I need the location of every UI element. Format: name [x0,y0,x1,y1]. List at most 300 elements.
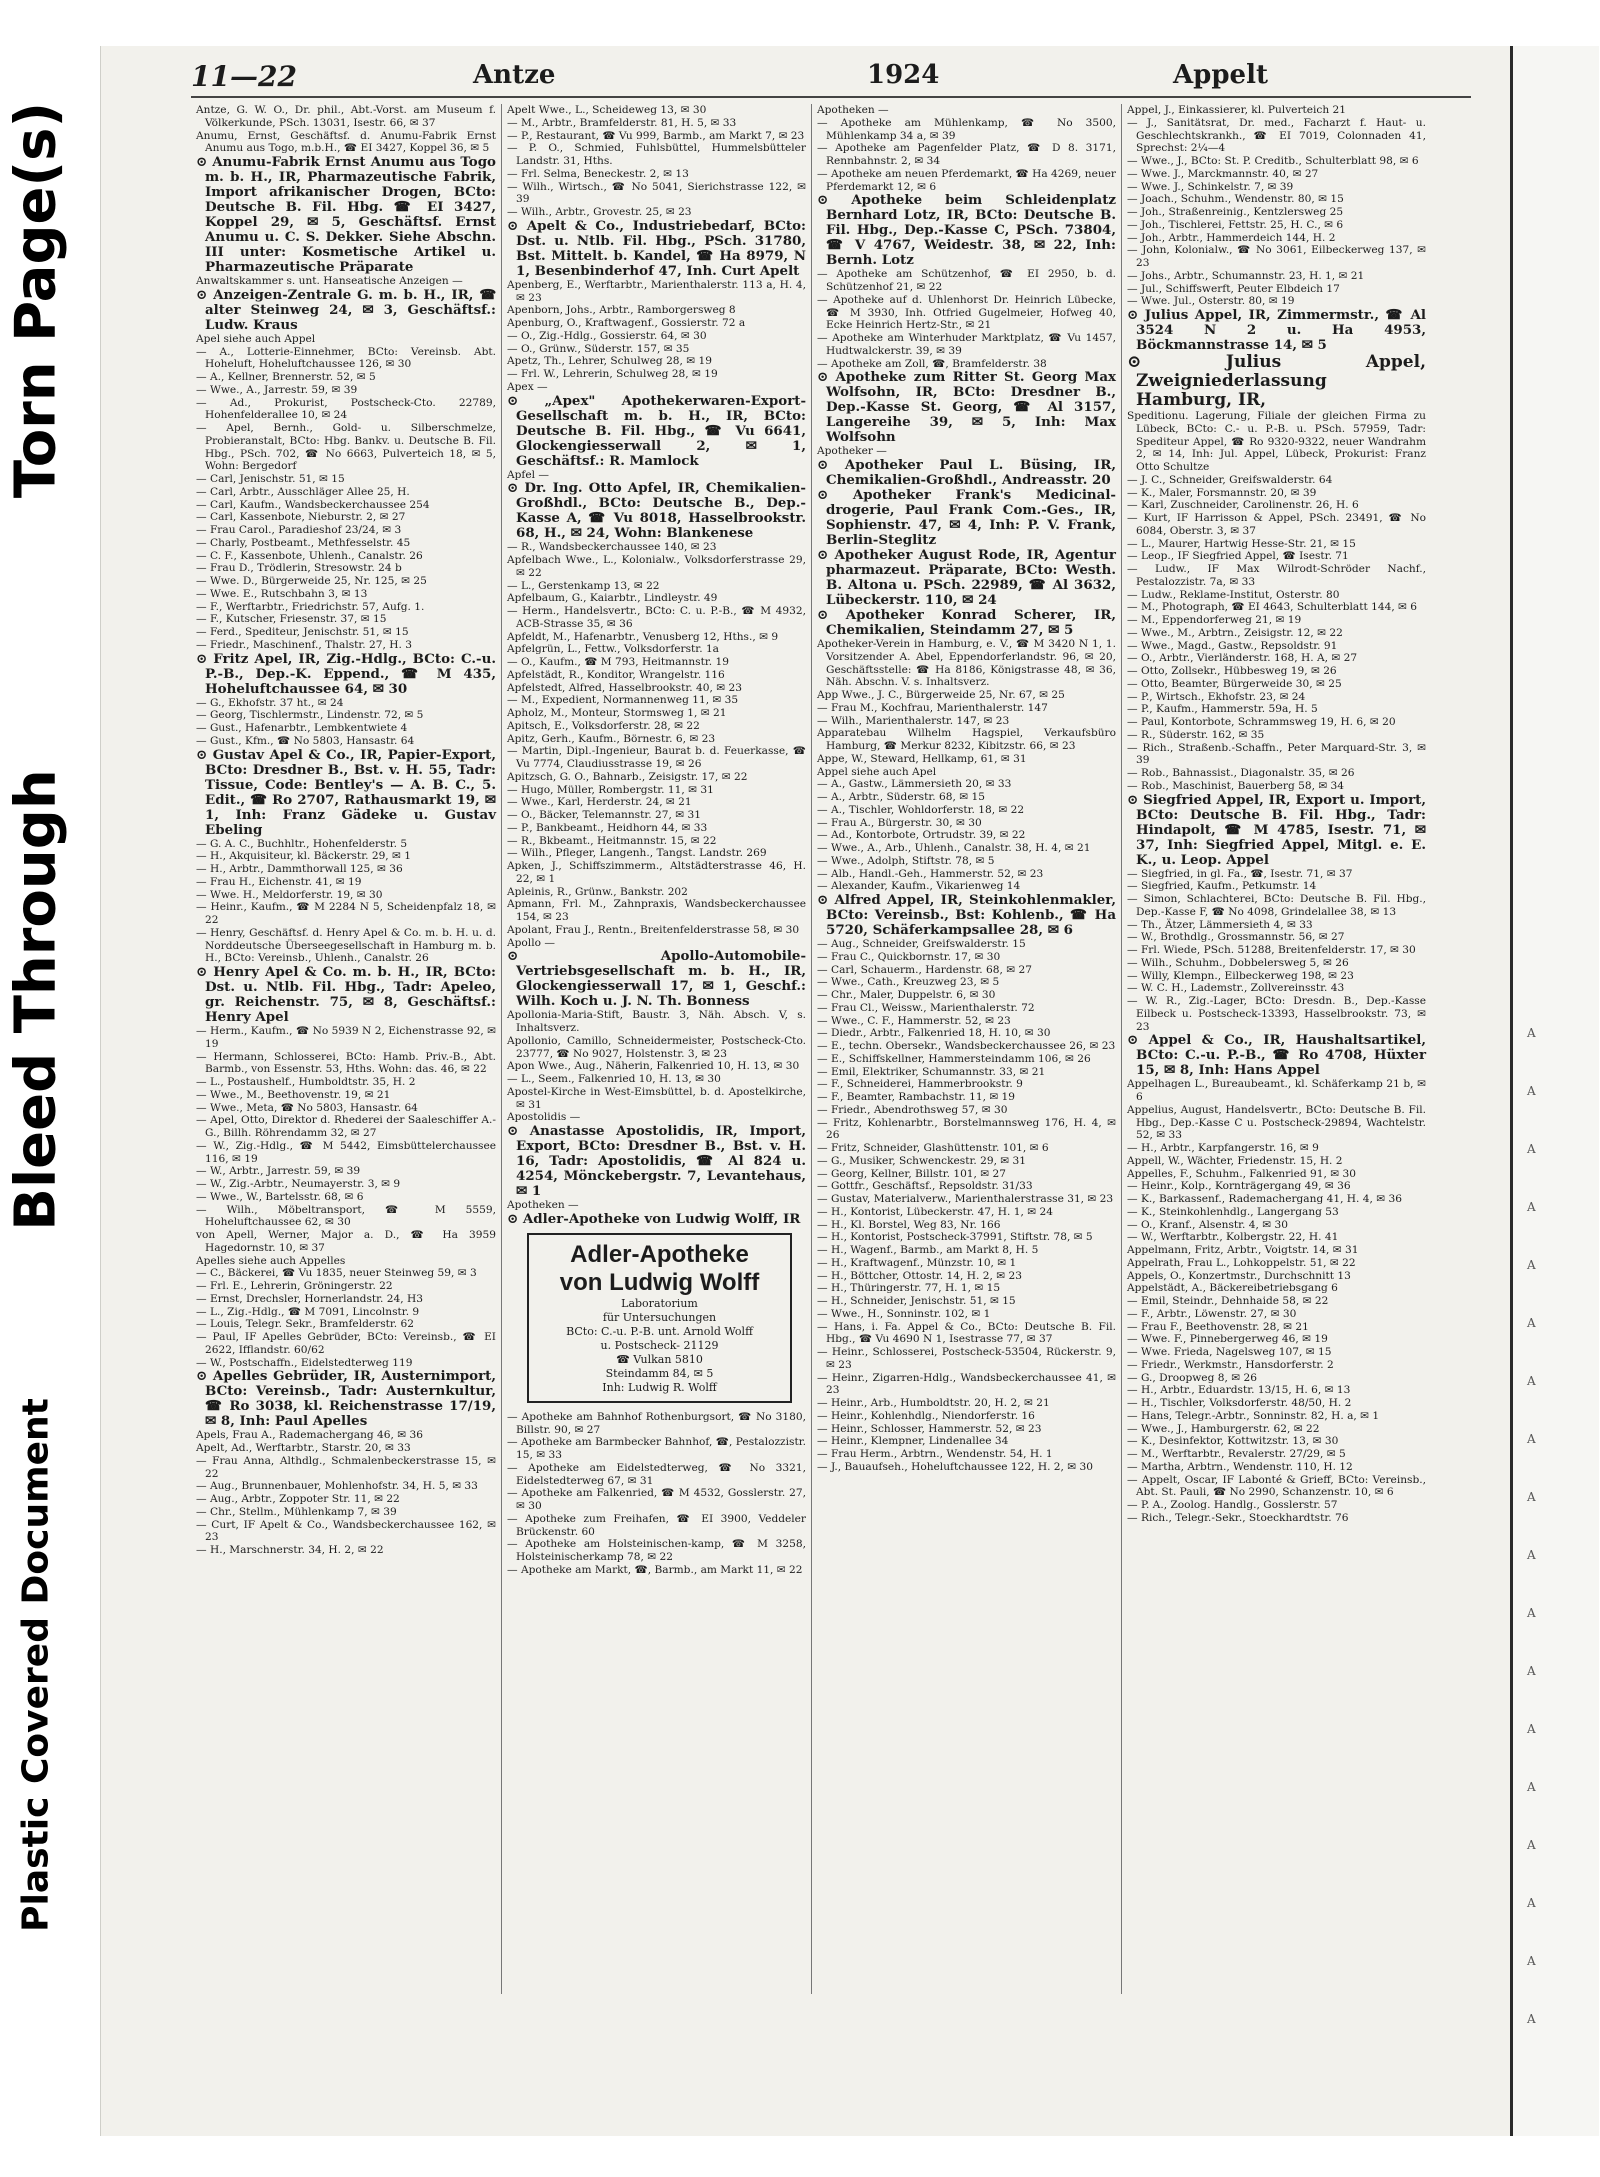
directory-entry: ⊙ „Apex" Apothekerwaren-Export-Gesellschaft m. b. H., IR, BCto: Deutsche B. Fil. Hbg., ☎ Vu 6641, Glockengiesserwall 2, ✉ 1, Geschäftsf.: R. Mamlock [507,392,806,469]
directory-entry: — Ad., Prokurist, Postscheck-Cto. 22789, Hohenfelderallee 10, ✉ 24 [196,396,496,422]
adjacent-page-fragment: A [1527,1084,1536,1098]
column-4 [1121,104,1431,1994]
directory-entry: — Wwe. Frieda, Nagelsweg 107, ✉ 15 [1127,1346,1332,1358]
directory-entry: — L., Postaushelf., Humboldtstr. 35, H. 2 [196,1076,416,1088]
directory-entry: — Apotheke am Winterhuder Marktplatz, ☎ Vu 1457, Hudtwalckerstr. 39, ✉ 39 [817,332,1116,357]
advertisement-line: Steindamm 84, ✉ 5 [605,1366,714,1380]
header-last-name: Appelt [1173,60,1268,90]
directory-entry: — H., Kraftwagenf., Münzstr. 10, ✉ 1 [817,1256,1017,1269]
directory-entry: — Appelt, Oscar, IF Labonté & Grieff, BCto: Vereinsb., Abt. St. Pauli, ☎ No 2990, Schanzenstr. 10, ✉ 6 [1127,1473,1426,1499]
directory-entry: Apolant, Frau J., Rentn., Breitenfelderstrasse 58, ✉ 30 [507,923,800,936]
directory-entry: ⊙ Anumu-Fabrik Ernst Anumu aus Togo m. b. H., IR, Pharmazeutische Fabrik, Import afrikanischer Drogen, BCto: Deutsche B. Fil. Hbg. ☎ EI 3427, Koppel 29, ✉ 5, Geschäftsf. Ernst Anumu u. C. S. Dekker. Siehe Abschn. III unter: Kosmetische Artikel u. Pharmazeutische Präparate [196,154,496,275]
directory-entry: ⊙ Alfred Appel, IR, Steinkohlenmakler, BCto: Vereinsb., Bst: Kohlenb., ☎ Ha 5720, Schäferkampsallee 28, ✉ 6 [817,892,1116,938]
adjacent-page-fragment: A [1527,1026,1536,1040]
directory-entry: — Ferd., Spediteur, Jenischstr. 51, ✉ 15 [196,626,409,638]
directory-entry: — K., Steinkohlenhdlg., Langergang 53 [1127,1205,1339,1218]
directory-entry: — J., Bauaufseh., Hoheluftchaussee 122, H. 2, ✉ 30 [817,1460,1094,1473]
directory-entry: — H., Kontorist, Postscheck-37991, Stiftstr. 78, ✉ 5 [817,1231,1093,1244]
directory-entry: ⊙ Apollo-Automobile-Vertriebsgesellschaft m. b. H., IR, Glockengiesserwall 17, ✉ 1, Geschf.: Wilh. Koch u. J. N. Th. Bonness [507,948,806,1010]
adjacent-page-fragment: A [1527,1548,1536,1562]
directory-entry: — Apotheke am Schützenhof, ☎ EI 2950, b. d. Schützenhof 21, ✉ 22 [817,268,1116,293]
directory-entry: — Heinr., Schlosser, Hammerstr. 52, ✉ 23 [817,1422,1042,1435]
directory-entry: — Ludw., Reklame-Institut, Osterstr. 80 [1127,588,1340,601]
directory-entry: — F., Schneiderei, Hammerbrookstr. 9 [817,1078,1023,1091]
advertisement-line: für Untersuchungen [602,1310,717,1324]
directory-entry: — Frl. W., Lehrerin, Schulweg 28, ✉ 19 [507,368,718,380]
directory-entry: — Friedr., Werkmstr., Hansdorferstr. 2 [1127,1358,1334,1371]
adler-apotheke-advertisement [527,1233,792,1403]
directory-entry: — Wwe. J., Schinkelstr. 7, ✉ 39 [1127,180,1294,193]
torn-pages-label: Torn Page(s) [3,101,69,499]
directory-entry: Apelles siehe auch Appelles [196,1254,346,1267]
scan-annotation-labels [0,0,72,2177]
directory-entry: — G., Ekhofstr. 37 ht., ✉ 24 [196,696,344,709]
directory-entry: — Wwe. Jul., Osterstr. 80, ✉ 19 [1127,295,1295,308]
directory-entry: Apollo — [507,936,555,949]
directory-entry: Antze, G. W. O., Dr. phil., Abt.-Vorst. am Museum f. Völkerkunde, PSch. 13031, Isestr. 66, ✉ 37 [196,104,496,129]
directory-entry: Apotheken — [817,104,889,116]
directory-entry: Apenborn, Johs., Arbtr., Ramborgersweg 8 [507,304,736,317]
adjacent-page-fragment: A [1527,2012,1536,2026]
directory-entry: — O., Bäcker, Telemannstr. 27, ✉ 31 [507,809,701,821]
directory-entry: — Joh., Tischlerei, Fettstr. 25, H. C., ✉ 6 [1127,218,1344,231]
directory-entry: — Georg, Tischlermstr., Lindenstr. 72, ✉ 5 [196,709,424,722]
directory-entry: ⊙ Fritz Apel, IR, Zig.-Hdlg., BCto: C.-u. P.-B., Dep.-K. Eppend., ☎ M 435, Hoheluftchaussee 64, ✉ 30 [196,650,496,697]
directory-entry: — Wwe. H., Meldorferstr. 19, ✉ 30 [196,888,383,901]
adjacent-page-fragment: A [1527,1664,1536,1678]
directory-entry: — Hans, i. Fa. Appel & Co., BCto: Deutsche B. Fil. Hbg., ☎ Vu 4690 N 1, Isestrasse 77, ✉ 37 [817,1320,1116,1346]
advertisement-title: Adler-Apotheke [570,1240,749,1268]
directory-entry: ⊙ Anzeigen-Zentrale G. m. b. H., IR, ☎ alter Steinweg 24, ✉ 3, Geschäftsf.: Ludw. Kraus [196,286,496,333]
directory-entry: — Wwe., J., Hamburgerstr. 62, ✉ 22 [1127,1422,1320,1435]
directory-entry: — Wwe. J., Marckmannstr. 40, ✉ 27 [1127,167,1319,180]
directory-entry: — Wwe. D., Bürgerweide 25, Nr. 125, ✉ 25 [196,575,427,587]
directory-entry: — Wwe., Meta, ☎ No 5803, Hansastr. 64 [196,1101,418,1114]
directory-entry: Apitz, Gerh., Kaufm., Börnestr. 6, ✉ 23 [507,732,716,745]
directory-entry: — R., Bkbeamt., Heitmannstr. 15, ✉ 22 [507,834,717,847]
directory-entry: — Otto, Beamter, Bürgerweide 30, ✉ 25 [1127,677,1342,690]
directory-entry: Apostolidis — [507,1111,581,1124]
directory-entry: Appelius, August, Handelsvertr., BCto: Deutsche B. Fil. Hbg., Dep.-Kasse C u. Postscheck-29894, Wachtelstr. 52, ✉ 33 [1127,1103,1426,1142]
header-year: 1924 [867,60,940,90]
directory-entry: — Apotheke am Zoll, ☎, Bramfelderstr. 38 [817,357,1047,370]
directory-entry: App Wwe., J. C., Bürgerweide 25, Nr. 67, ✉ 25 [817,689,1065,701]
directory-entry: — Frau C., Quickbornstr. 17, ✉ 30 [817,950,1001,963]
directory-entry: — Apotheke am Eidelstedterweg, ☎ No 3321, Eidelstedterweg 67, ✉ 31 [507,1461,806,1487]
directory-entry: — Wilh., Pfleger, Langenh., Tangst. Landstr. 269 [507,847,767,860]
directory-entry: ⊙ Julius Appel, IR, Zimmermstr., ☎ Al 3524 N 2 u. Ha 4953, Böckmannstrasse 14, ✉ 5 [1127,307,1426,353]
bleed-through-label: Bleed Through [3,769,69,1231]
advertisement-subtitle: von Ludwig Wolff [559,1268,760,1296]
directory-entry: — Louis, Telegr. Sekr., Bramfelderstr. 62 [196,1318,415,1331]
directory-entry: — H., Thüringerstr. 77, H. 1, ✉ 15 [817,1282,1001,1295]
directory-entry: — Frl. Wiede, PSch. 51288, Breitenfelderstr. 17, ✉ 30 [1127,944,1416,956]
directory-entry: — P., Restaurant, ☎ Vu 999, Barmb., am Markt 7, ✉ 23 [507,129,805,142]
directory-entry: — W., Brothdlg., Grossmannstr. 56, ✉ 27 [1127,931,1345,944]
directory-entry: — H., Marschnerstr. 34, H. 2, ✉ 22 [196,1544,384,1556]
directory-entry: ⊙ Apotheker Frank's Medicinal-drogerie, Paul Frank Com.-Ges., IR, Sophienstr. 47, ✉ 4, Inh: P. V. Frank, Berlin-Steglitz [817,487,1116,548]
directory-entry: — Wwe., H., Sonninstr. 102, ✉ 1 [817,1307,991,1320]
adjacent-page-fragment: A [1527,1316,1536,1330]
directory-entry: — Apel, Bernh., Gold- u. Silberschmelze, Probieranstalt, BCto: Hbg. Bankv. u. Deutsche B. Fil. Hbg., PSch. 702, ☎ No 6663, Pulverteich 18, ✉ 5, Wohn: Bergedorf [196,422,496,473]
directory-entry: Apollonio, Camillo, Schneidermeister, Postscheck-Cto. 23777, ☎ No 9027, Holstenstr. 3, ✉ 23 [507,1034,806,1060]
directory-entry: — H., Böttcher, Ottostr. 14, H. 2, ✉ 23 [817,1269,1022,1282]
directory-entry: — Henry, Geschäftsf. d. Henry Apel & Co. m. b. H. u. d. Norddeutsche Überseegesellschaft in Hamburg m. b. H., BCto: Vereinsb., Uhlenh., Canalstr. 26 [196,926,496,965]
advertisement-line: BCto: C.-u. P.-B. unt. Arnold Wolff [566,1324,753,1338]
directory-entry: Apels, Frau A., Rademachergang 46, ✉ 36 [196,1429,423,1442]
directory-entry: — Alexander, Kaufm., Vikarienweg 14 [817,880,1021,893]
directory-entry: Appelmann, Fritz, Arbtr., Voigtstr. 14, ✉ 31 [1127,1244,1359,1256]
directory-entry: — A., Kellner, Brennerstr. 52, ✉ 5 [196,371,376,383]
directory-entry: Appel siehe auch Apel [817,765,937,778]
directory-entry: — Heinr., Arb., Humboldtstr. 20, H. 2, ✉ 21 [817,1397,1050,1409]
directory-entry: — Wwe., M., Beethovenstr. 19, ✉ 21 [196,1088,391,1101]
directory-entry: — Apotheke am Barmbecker Bahnhof, ☎, Pestalozzistr. 15, ✉ 33 [507,1436,806,1461]
directory-entry: — A., Gastw., Lämmersieth 20, ✉ 33 [817,778,1012,791]
directory-entry: — Carl, Jenischstr. 51, ✉ 15 [196,473,345,485]
directory-entry: Appel, J., Einkassierer, kl. Pulverteich 21 [1127,104,1347,116]
directory-entry: — H., Arbtr., Karpfangerstr. 16, ✉ 9 [1127,1142,1319,1154]
directory-entry: — Carl, Schauerm., Hardenstr. 68, ✉ 27 [817,963,1032,976]
directory-entry: — M., Eppendorferweg 21, ✉ 19 [1127,614,1302,626]
directory-entry: — Siegfried, in gl. Fa., ☎, Isestr. 71, ✉ 37 [1127,867,1353,880]
directory-entry: — Rob., Bahnassist., Diagonalstr. 35, ✉ 26 [1127,767,1355,779]
directory-entry: — Wilh., Arbtr., Grovestr. 25, ✉ 23 [507,206,692,218]
adjacent-page-fragment: A [1527,1722,1536,1736]
directory-entry: — Aug., Brunnenbauer, Mohlenhofstr. 34, H. 5, ✉ 33 [196,1480,478,1493]
directory-entry: — O., Grünw., Süderstr. 157, ✉ 35 [507,342,690,355]
directory-entry: — H., Arbtr., Dammthorwall 125, ✉ 36 [196,863,403,875]
directory-entry: Apholz, M., Monteur, Stormsweg 1, ✉ 21 [507,707,727,719]
directory-entry: — Diedr., Arbtr., Falkenried 18, H. 10, ✉ 30 [817,1027,1051,1040]
directory-entry: Apelt, Ad., Werftarbtr., Starstr. 20, ✉ 33 [196,1442,411,1454]
directory-entry: — Paul, IF Apelles Gebrüder, BCto: Vereinsb., ☎ EI 2622, Ifflandstr. 60/62 [196,1331,496,1356]
directory-entry: — O., Arbtr., Vierländerstr. 168, H. A, ✉ 27 [1127,652,1358,665]
directory-entry: — Wwe., Karl, Herderstr. 24, ✉ 21 [507,796,692,809]
directory-entry: — P., Kaufm., Hammerstr. 59a, H. 5 [1127,703,1318,716]
directory-entry: — Th., Ätzer, Lämmersieth 4, ✉ 33 [1127,918,1313,931]
directory-entry: — Frl. E., Lehrerin, Gröningerstr. 22 [196,1280,393,1292]
directory-entry: — Frau Cl., Weissw., Marienthalerstr. 72 [817,1001,1035,1014]
directory-entry: — Carl, Arbtr., Ausschläger Allee 25, H. [196,485,410,498]
directory-entry: — Hans, Telegr.-Arbtr., Sonninstr. 82, H. a, ✉ 1 [1127,1409,1380,1422]
directory-entry: — Simon, Schlachterei, BCto: Deutsche B. Fil. Hbg., Dep.-Kasse F, ☎ No 4098, Grindelallee 38, ✉ 13 [1127,893,1426,918]
directory-entry: ⊙ Adler-Apotheke von Ludwig Wolff, IR [507,1210,801,1227]
directory-entry: Apleinis, R., Grünw., Bankstr. 202 [507,885,688,898]
directory-entry: ⊙ Apotheke zum Ritter St. Georg Max Wolfsohn, IR, BCto: Dresdner B., Dep.-Kasse St. Georg, ☎ Al 3157, Langereihe 39, ✉ 5, Inh: Max Wolfsohn [817,369,1116,446]
directory-entry: — Chr., Stellm., Mühlenkamp 7, ✉ 39 [196,1505,397,1518]
directory-columns [191,104,1433,1994]
directory-entry: Anwaltskammer s. unt. Hanseatische Anzeigen — [196,275,463,287]
directory-entry: ⊙ Siegfried Appel, IR, Export u. Import, BCto: Deutsche B. Fil. Hbg., Tadr: Hindapolt, ☎ M 4785, Isestr. 71, ✉ 37, Inh: Siegfried Appel, Mitgl. e. E. K., u. Leop. Appel [1127,791,1426,868]
directory-entry: — K., Desinfektor, Kottwitzstr. 13, ✉ 30 [1127,1435,1339,1448]
directory-entry: Apfelbach Wwe., L., Kolonialw., Volksdorferstrasse 29, ✉ 22 [507,554,806,579]
directory-entry: — K., Barkassenf., Rademachergang 41, H. 4, ✉ 36 [1127,1193,1402,1205]
directory-entry: — Wilh., Wirtsch., ☎ No 5041, Sierichstrasse 122, ✉ 39 [507,180,806,206]
directory-entry: — H., Akquisiteur, kl. Bäckerstr. 29, ✉ 1 [196,850,412,863]
directory-entry: — Herm., Handelsvertr., BCto: C. u. P.-B., ☎ M 4932, ACB-Strasse 35, ✉ 36 [507,605,806,630]
adjacent-page-fragment: A [1527,1374,1536,1388]
directory-entry: — C., Bäckerei, ☎ Vu 1835, neuer Steinweg 59, ✉ 3 [196,1267,477,1280]
directory-entry: — H., Tischler, Volksdorferstr. 48/50, H. 2 [1127,1397,1352,1409]
directory-entry: — Wwe., J., BCto: St. P. Creditb., Schulterblatt 98, ✉ 6 [1127,155,1419,167]
directory-entry: Apfelgrün, L., Fettw., Volksdorferstr. 1a [507,643,720,656]
directory-entry: — H., Kl. Borstel, Weg 83, Nr. 166 [817,1218,1001,1231]
directory-entry: — P. A., Zoolog. Handlg., Gosslerstr. 57 [1127,1499,1338,1511]
directory-entry: Appelhagen L., Bureaubeamt., kl. Schäferkamp 21 b, ✉ 6 [1127,1078,1426,1103]
column-2 [501,104,811,1994]
directory-entry: Apitzsch, G. O., Bahnarb., Zeisigstr. 17, ✉ 22 [507,770,748,783]
directory-entry: — M., Arbtr., Bramfelderstr. 81, H. 5, ✉ 33 [507,116,737,129]
directory-entry: — Otto, Zollsekr., Hübbesweg 19, ✉ 26 [1127,665,1337,677]
directory-entry: — Carl, Kaufm., Wandsbeckerchaussee 254 [196,498,430,511]
directory-entry: ⊙ Apelt & Co., Industriebedarf, BCto: Dst. u. Ntlb. Fil. Hbg., PSch. 31780, Bst. Mittelt. b. Kandel, ☎ Ha 8979, N 1, Besenbinderhof 47, Inh. Curt Apelt [507,217,806,279]
directory-entry: Apollonia-Maria-Stift, Baustr. 3, Näh. Absch. V, s. Inhaltsverz. [507,1009,806,1034]
directory-entry: — Ernst, Drechsler, Hornerlandstr. 24, H3 [196,1292,423,1305]
column-1 [191,104,501,1994]
directory-entry: — G., Musiker, Schwenckestr. 29, ✉ 31 [817,1154,1027,1167]
page-number: 11—22 [191,60,297,93]
directory-entry: — Wwe., Adolph, Stiftstr. 78, ✉ 5 [817,854,995,867]
directory-entry: Apotheker — [817,445,887,458]
directory-entry: von Apell, Werner, Major a. D., ☎ Ha 3959 Hagedornstr. 10, ✉ 37 [196,1229,496,1254]
directory-entry: — H., Arbtr., Eduardstr. 13/15, H. 6, ✉ 13 [1127,1384,1351,1397]
directory-entry: — L., Seem., Falkenried 10, H. 13, ✉ 30 [507,1073,721,1085]
directory-entry: — H., Kontorist, Lübeckerstr. 47, H. 1, ✉ 24 [817,1205,1053,1218]
directory-entry: — E., Schiffskellner, Hammersteindamm 106, ✉ 26 [817,1052,1091,1065]
directory-entry: ⊙ Apotheke beim Schleidenplatz Bernhard Lotz, IR, BCto: Deutsche B. Fil. Hbg., Dep.-Kasse C, PSch. 73804, ☎ V 4767, Weidestr. 38, ✉ 22, Inh: Bernh. Lotz [817,192,1116,269]
page-header [191,52,1471,98]
directory-entry: — W., Postschaffn., Eidelstedterweg 119 [196,1356,413,1369]
directory-entry: — Martha, Arbtrn., Wendenstr. 110, H. 12 [1127,1460,1353,1473]
directory-entry: — Apel, Otto, Direktor d. Rhederei der Saaleschiffer A.-G., Billh. Röhrendamm 32, ✉ 27 [196,1114,496,1139]
directory-entry: — C. F., Kassenbote, Uhlenh., Canalstr. 26 [196,549,423,562]
directory-entry: — Rich., Straßenb.-Schaffn., Peter Marquard-Str. 3, ✉ 39 [1127,741,1426,767]
directory-entry: — A., Lotterie-Einnehmer, BCto: Vereinsb. Abt. Hoheluft, Hoheluftchaussee 126, ✉ 30 [196,345,496,371]
directory-entry: — Charly, Postbeamt., Methfesselstr. 45 [196,536,411,549]
directory-entry: ⊙ Anastasse Apostolidis, IR, Import, Export, BCto: Dresdner B., Bst. v. H. 16, Tadr: Apostolidis, ☎ Al 824 u. 4254, Mönckebergstr. 7, Levantehaus, ✉ 1 [507,1123,806,1199]
directory-entry: — Apotheke am Holsteinischen-kamp, ☎ M 3258, Holsteinischerkamp 78, ✉ 22 [507,1538,806,1563]
directory-entry: — John, Kolonialw., ☎ No 3061, Eilbeckerweg 137, ✉ 23 [1127,244,1426,269]
directory-entry: — Kurt, IF Harrisson & Appel, PSch. 23491, ☎ No 6084, Oberstr. 3, ✉ 37 [1127,512,1426,537]
directory-entry: — Gust., Kfm., ☎ No 5803, Hansastr. 64 [196,734,415,747]
directory-entry: — Frau F., Beethovenstr. 28, ✉ 21 [1127,1320,1309,1333]
directory-entry: Speditionu. Lagerung, Filiale der gleichen Firma zu Lübeck, BCto: C.- u. P.-B. u. PSch. 57959, Tadr: Spediteur Appel, ☎ Ro 9320-9322, neuer Wandrahm 2, ✉ 14, Inh: Jul. Appel, Lübeck, Prokurist: Franz Otto Schultze [1127,410,1426,473]
directory-entry: Appelstädt, A., Bäckereibetriebsgang 6 [1127,1282,1338,1295]
directory-entry: Anumu, Ernst, Geschäftsf. d. Anumu-Fabrik Ernst Anumu aus Togo, m.b.H., ☎ EI 3427, Koppel 36, ✉ 5 [196,129,496,155]
directory-entry: — R., Wandsbeckerchaussee 140, ✉ 23 [507,541,717,554]
directory-entry: Apon Wwe., Aug., Näherin, Falkenried 10, H. 13, ✉ 30 [507,1060,800,1073]
directory-entry: — Carl, Kassenbote, Nieburstr. 2, ✉ 27 [196,511,406,524]
directory-entry: Apenberg, E., Werftarbtr., Marienthalerstr. 113 a, H. 4, ✉ 23 [507,278,806,304]
directory-entry: Appe, W., Steward, Hellkamp, 61, ✉ 31 [817,752,1027,765]
directory-entry: — Siegfried, Kaufm., Petkumstr. 14 [1127,880,1317,893]
directory-entry: Appels, O., Konzertmstr., Durchschnitt 13 [1127,1269,1351,1282]
adjacent-page-fragment: A [1527,1954,1536,1968]
directory-entry: Apfelbaum, G., Kaiarbtr., Lindleystr. 49 [507,592,718,605]
plastic-covered-label: Plastic Covered Document [15,1398,57,1932]
advertisement-line: ☎ Vulkan 5810 [616,1352,703,1366]
directory-entry: — Wilh., Möbeltransport, ☎ M 5559, Hoheluftchaussee 62, ✉ 30 [196,1203,496,1229]
directory-entry: — Heinr., Kaufm., ☎ M 2284 N 5, Scheidenpfalz 18, ✉ 22 [196,901,496,926]
directory-entry: Apostel-Kirche in West-Eimsbüttel, b. d. Apostelkirche, ✉ 31 [507,1085,806,1111]
directory-entry: Apotheker-Verein in Hamburg, e. V., ☎ M 3420 N 1, 1. Vorsitzender A. Abel, Eppendorferlandstr. 96, ✉ 20, Geschäftsstelle: ☎ Ha 8186, Königstrasse 48, ✉ 36, Näh. Abschn. V. s. Inhaltsverz. [817,638,1116,689]
directory-entry: — J., Sanitätsrat, Dr. med., Facharzt f. Haut- u. Geschlechtskrankh., ☎ EI 7019, Colonnaden 41, Sprechst: 2¼—4 [1127,116,1426,155]
directory-entry: — Hugo, Müller, Rombergstr. 11, ✉ 31 [507,783,714,796]
adjacent-page-fragment: A [1527,1200,1536,1214]
directory-entry: — Gustav, Materialverw., Marienthalerstrasse 31, ✉ 23 [817,1193,1114,1205]
directory-entry: — Emil, Elektriker, Schumannstr. 33, ✉ 21 [817,1065,1046,1078]
header-rule [191,96,1471,98]
directory-entry: Apfelstädt, R., Konditor, Wrangelstr. 116 [507,668,725,681]
directory-entry: — P. O., Schmied, Fuhlsbüttel, Hummelsbütteler Landstr. 31, Hths. [507,142,806,167]
directory-entry: — M., Expedient, Normannenweg 11, ✉ 35 [507,694,739,707]
directory-entry: — Heinr., Schlosserei, Postscheck-53504, Rückerstr. 9, ✉ 23 [817,1346,1116,1371]
directory-entry: ⊙ Apotheker Paul L. Büsing, IR, Chemikalien-Großhdl., Andreasstr. 20 [817,457,1116,488]
directory-entry: ⊙ Apotheker August Rode, IR, Agentur pharmazeut. Präparate, BCto: Westh. B. Altona u. PSch. 22989, ☎ Al 3632, Lübeckerstr. 110, ✉ 24 [817,547,1116,608]
adjacent-page-fragment: A [1527,1490,1536,1504]
directory-entry: — Aug., Arbtr., Zoppoter Str. 11, ✉ 22 [196,1493,400,1505]
directory-entry: — Frau Anna, Althdlg., Schmalenbeckerstrasse 15, ✉ 22 [196,1454,496,1480]
directory-entry: — Chr., Maler, Duppelstr. 6, ✉ 30 [817,989,996,1001]
column-3 [811,104,1121,1994]
directory-entry: Apfel — [507,468,549,481]
directory-entry: — Joh., Arbtr., Hammerdeich 144, H. 2 [1127,231,1336,244]
directory-entry: — Rob., Maschinist, Bauerberg 58, ✉ 34 [1127,779,1345,792]
adjacent-page-fragment: A [1527,1142,1536,1156]
directory-entry: — M., Photograph, ☎ EI 4643, Schulterblatt 144, ✉ 6 [1127,601,1418,614]
directory-entry: — Wilh., Schuhm., Dobbelersweg 5, ✉ 26 [1127,956,1349,969]
directory-entry: — L., Maurer, Hartwig Hesse-Str. 21, ✉ 15 [1127,537,1356,550]
adjacent-page-fragment: A [1527,1606,1536,1620]
directory-entry: — Heinr., Kohlenhdlg., Niendorferstr. 16 [817,1409,1035,1422]
header-first-name: Antze [473,60,556,90]
directory-entry: Apparatebau Wilhelm Hagspiel, Verkaufsbüro Hamburg, ☎ Merkur 8232, Kibitzstr. 66, ✉ 23 [817,727,1116,752]
directory-entry: — Frau Herm., Arbtrn., Wendenstr. 54, H. 1 [817,1448,1053,1460]
directory-entry: — Rich., Telegr.-Sekr., Stoeckhardtstr. 76 [1127,1511,1349,1524]
directory-entry: — Wwe. F., Pinnebergerweg 46, ✉ 19 [1127,1333,1328,1346]
directory-entry: — Jul., Schiffswerft, Peuter Elbdeich 17 [1127,282,1340,295]
directory-entry: — Joach., Schuhm., Wendenstr. 80, ✉ 15 [1127,193,1344,206]
directory-entry: Appelrath, Frau L., Lohkoppelstr. 51, ✉ 22 [1127,1256,1356,1269]
directory-entry: — Wwe., A., Arb., Uhlenh., Canalstr. 38, H. 4, ✉ 21 [817,842,1091,854]
directory-entry: Apex — [507,380,548,393]
directory-entry: ⊙ Gustav Apel & Co., IR, Papier-Export, BCto: Dresdner B., Bst. v. H. 55, Tadr: Tissue, Code: Bentley's — A. B. C., 5. Edit., ☎ Ro 2707, Rathausmarkt 19, ✉ 1, Inh: Franz Gädeke u. Gustav Ebeling [196,746,496,838]
directory-entry: — G. A. C., Buchhltr., Hohenfelderstr. 5 [196,837,408,850]
directory-entry: ⊙ Dr. Ing. Otto Apfel, IR, Chemikalien-Großhdl., BCto: Deutsche B., Dep.-Kasse A, ☎ Vu 8018, Hasselbrookstr. 68, H., ✉ 24, Wohn: Blankenese [507,480,806,542]
directory-entry: — Wwe., C. F., Hammerstr. 52, ✉ 23 [817,1014,1011,1027]
directory-entry: — Frau M., Kochfrau, Marienthalerstr. 147 [817,701,1048,714]
directory-entry: — Leop., IF Siegfried Appel, ☎ Isestr. 71 [1127,550,1349,563]
directory-entry: — Frl. Selma, Beneckestr. 2, ✉ 13 [507,167,689,180]
directory-entry: — Friedr., Maschinenf., Thalstr. 27, H. 3 [196,638,412,651]
directory-entry: — Apotheke am Mühlenkamp, ☎ No 3500, Mühlenkamp 34 a, ✉ 39 [817,116,1116,142]
directory-entry: Appelles, F., Schuhm., Falkenried 91, ✉ 30 [1127,1167,1356,1180]
directory-entry: — Frau A., Bürgerstr. 30, ✉ 30 [817,816,982,829]
directory-entry: — Wwe., M., Arbtrn., Zeisigstr. 12, ✉ 22 [1127,626,1343,639]
directory-entry: — A., Tischler, Wohldorferstr. 18, ✉ 22 [817,803,1025,816]
directory-entry: — O., Kranf., Alsenstr. 4, ✉ 30 [1127,1218,1288,1231]
directory-entry: — Paul, Kontorbote, Schrammsweg 19, H. 6, ✉ 20 [1127,716,1396,728]
directory-entry: — Apotheke am Bahnhof Rothenburgsort, ☎ No 3180, Billstr. 90, ✉ 27 [507,1410,806,1436]
directory-entry: Apelt Wwe., L., Scheideweg 13, ✉ 30 [507,104,707,116]
adjacent-page-fragment: A [1527,1432,1536,1446]
directory-entry: — Ad., Kontorbote, Ortrudstr. 39, ✉ 22 [817,829,1026,842]
directory-entry: — A., Arbtr., Süderstr. 68, ✉ 15 [817,791,985,803]
directory-entry: — Frau H., Eichenstr. 41, ✉ 19 [196,875,362,888]
adjacent-page-edge [1510,46,1599,2136]
directory-entry: — W., Zig.-Arbtr., Neumayerstr. 3, ✉ 9 [196,1178,401,1190]
directory-entry: Apfeldt, M., Hafenarbtr., Venusberg 12, Hths., ✉ 9 [507,630,779,643]
directory-entry: — Heinr., Klempner, Lindenallee 34 [817,1435,1009,1448]
directory-entry: — Wilh., Marienthalerstr. 147, ✉ 23 [817,714,1010,727]
directory-entry: — P., Wirtsch., Ekhofstr. 23, ✉ 24 [1127,690,1306,703]
directory-entry: — L., Gerstenkamp 13, ✉ 22 [507,579,660,592]
directory-entry: — Apotheke am neuen Pferdemarkt, ☎ Ha 4269, neuer Pferdemarkt 12, ✉ 6 [817,167,1116,193]
advertisement-line: u. Postscheck- 21129 [600,1338,719,1352]
directory-entry: — P., Bankbeamt., Heidhorn 44, ✉ 33 [507,821,708,834]
directory-entry: — W. R., Zig.-Lager, BCto: Dresdn. B., Dep.-Kasse Eilbeck u. Postscheck-13393, Hasselbrookstr. 73, ✉ 23 [1127,995,1426,1033]
directory-entry: — Heinr., Kolp., Kornträgergang 49, ✉ 36 [1127,1180,1351,1193]
directory-entry: — F., Werftarbtr., Friedrichstr. 57, Aufg. 1. [196,600,425,613]
directory-entry: — Gust., Hafenarbtr., Lembkentwiete 4 [196,722,408,734]
directory-entry: — Curt, IF Apelt & Co., Wandsbeckerchaussee 162, ✉ 23 [196,1518,496,1544]
directory-entry: — Fritz, Schneider, Glashüttenstr. 101, ✉ 6 [817,1142,1049,1154]
directory-entry: — Wwe., Magd., Gastw., Repsoldstr. 91 [1127,639,1338,652]
directory-entry: Apotheken — [507,1199,579,1211]
directory-entry: — E., techn. Obersekr., Wandsbeckerchaussee 26, ✉ 23 [817,1040,1116,1052]
directory-entry: — Apotheke am Pagenfelder Platz, ☎ D 8. 3171, Rennbahnstr. 2, ✉ 34 [817,142,1116,167]
advertisement-line: Inh: Ludwig R. Wolff [602,1380,717,1394]
directory-entry: ⊙ Apotheker Konrad Scherer, IR, Chemikalien, Steindamm 27, ✉ 5 [817,607,1116,638]
directory-entry: — K., Maler, Forsmannstr. 20, ✉ 39 [1127,486,1317,499]
directory-entry: — G., Droopweg 8, ✉ 26 [1127,1371,1257,1384]
directory-entry: — W. C. H., Lademstr., Zollvereinsstr. 43 [1127,982,1345,995]
directory-entry: — Joh., Straßenreinig., Kentzlersweg 25 [1127,206,1344,218]
directory-entry: — F., Beamter, Rambachstr. 11, ✉ 19 [817,1091,1016,1103]
directory-entry: — M., Werftarbtr., Revalerstr. 27/29, ✉ 5 [1127,1448,1346,1460]
directory-entry: — Willy, Klempn., Eilbeckerweg 198, ✉ 23 [1127,969,1354,982]
directory-entry: ⊙ Julius Appel, Zweigniederlassung Hamburg, IR, [1127,352,1426,410]
directory-entry: — Aug., Schneider, Greifswalderstr. 15 [817,938,1026,950]
directory-entry: — H., Schneider, Jenischstr. 51, ✉ 15 [817,1295,1016,1307]
directory-entry: — Hermann, Schlosserei, BCto: Hamb. Priv.-B., Abt. Barmb., von Essenstr. 53, Hths. Wohn: das. 46, ✉ 22 [196,1050,496,1076]
directory-entry: — W., Zig.-Hdlg., ☎ M 5442, Eimsbüttelerchaussee 116, ✉ 19 [196,1139,496,1165]
directory-entry: — Apotheke am Falkenried, ☎ M 4532, Gosslerstr. 27, ✉ 30 [507,1487,806,1512]
directory-entry: Apel siehe auch Appel [196,332,316,345]
directory-entry: — L., Zig.-Hdlg., ☎ M 7091, Lincolnstr. 9 [196,1305,420,1318]
directory-entry: — Karl, Zuschneider, Carolinenstr. 26, H. 6 [1127,499,1359,512]
directory-entry: — Georg, Kellner, Billstr. 101, ✉ 27 [817,1167,1007,1180]
directory-page [100,46,1511,2136]
directory-entry: — Apotheke am Markt, ☎, Barmb., am Markt 11, ✉ 22 [507,1563,803,1576]
directory-entry: — R., Süderstr. 162, ✉ 35 [1127,728,1265,741]
directory-entry: — Wwe., Cath., Kreuzweg 23, ✉ 5 [817,976,1000,989]
directory-entry: — Friedr., Abendrothsweg 57, ✉ 30 [817,1103,1008,1116]
directory-entry: — Martin, Dipl.-Ingenieur, Baurat b. d. Feuerkasse, ☎ Vu 7774, Claudiusstrasse 19, ✉ 26 [507,745,806,770]
directory-entry: Appell, W., Wächter, Friedenstr. 15, H. 2 [1127,1154,1343,1167]
directory-entry: — Fritz, Kohlenarbtr., Borstelmannsweg 176, H. 4, ✉ 26 [817,1116,1116,1142]
directory-entry: — Wwe. E., Rutschbahn 3, ✉ 13 [196,587,368,600]
directory-entry: — O., Zig.-Hdlg., Gossierstr. 64, ✉ 30 [507,329,707,342]
directory-entry: — Herm., Kaufm., ☎ No 5939 N 2, Eichenstrasse 92, ✉ 19 [196,1025,496,1050]
directory-entry: — Emil, Steindr., Dehnhaide 58, ✉ 22 [1127,1295,1329,1307]
directory-entry: — Johs., Arbtr., Schumannstr. 23, H. 1, ✉ 21 [1127,269,1365,282]
directory-entry: — F., Arbtr., Löwenstr. 27, ✉ 30 [1127,1307,1297,1320]
directory-entry: — Wwe., W., Bartelsstr. 68, ✉ 6 [196,1190,364,1203]
directory-entry: — Alb., Handl.-Geh., Hammerstr. 52, ✉ 23 [817,867,1044,880]
directory-entry: ⊙ Henry Apel & Co. m. b. H., IR, BCto: Dst. u. Ntlb. Fil. Hbg., Tadr: Apeleo, gr. Reichenstr. 75, ✉ 8, Geschäftsf.: Henry Apel [196,964,496,1025]
